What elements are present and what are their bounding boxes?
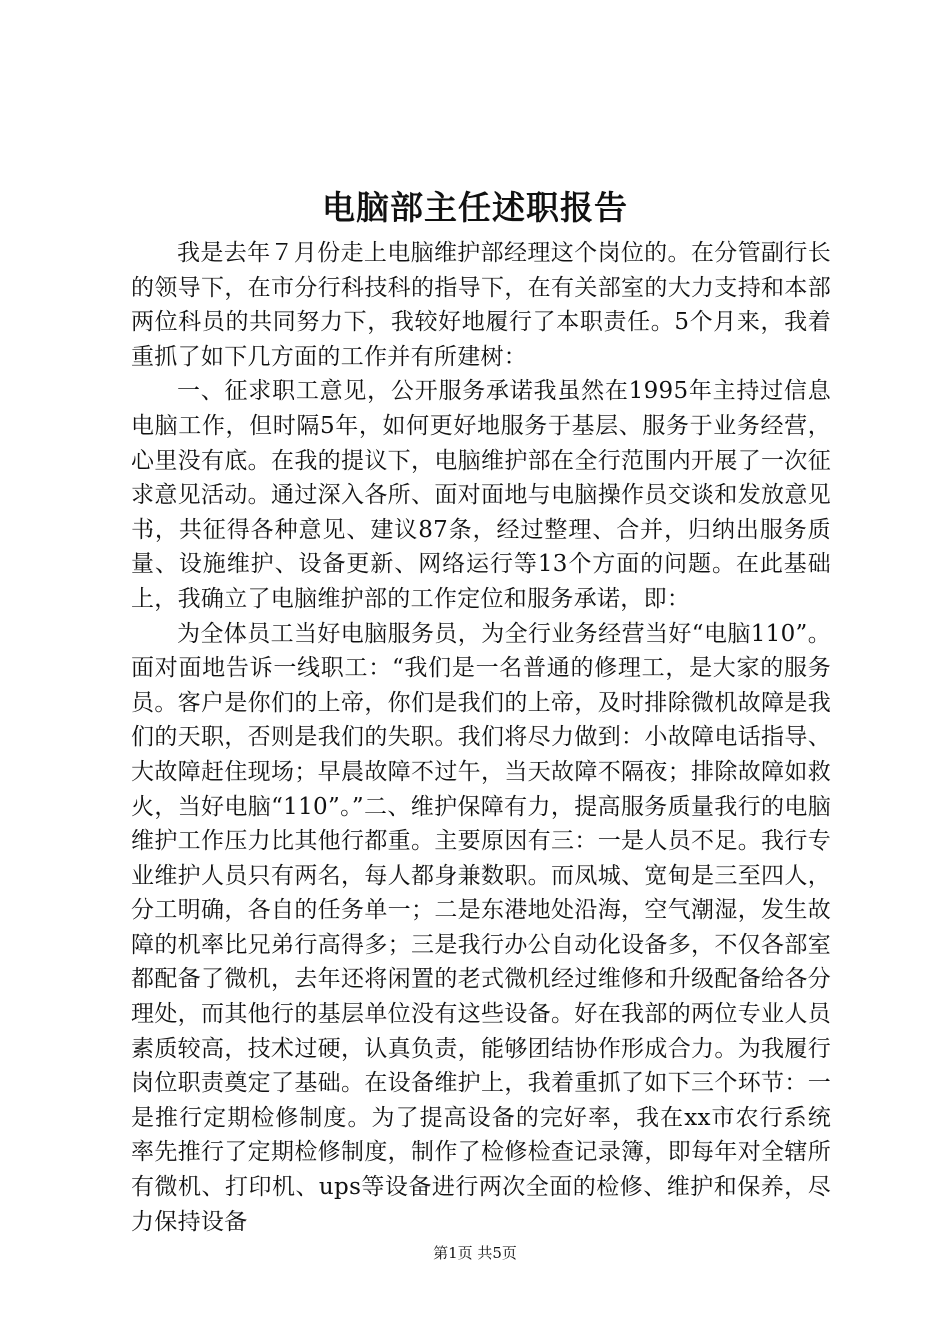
paragraph-intro: 我是去年７月份走上电脑维护部经理这个岗位的。在分管副行长的领导下，在市分行科技科的指导下，在有关部室的大力支持和本部两位科员的共同努力下，我较好地履行了本职责任。5个月来，我着重抓了如下几方面的工作并有所建树： bbox=[131, 240, 831, 370]
document-title: 电脑部主任述职报告 bbox=[322, 188, 628, 227]
paragraph-service-commitment: 为全体员工当好电脑服务员，为全行业务经营当好“电脑110”。面对面地告诉一线职工：“我们是一名普通的修理工，是大家的服务员。客户是你们的上帝，你们是我们的上帝，及时排除微机故障是我们的天职，否则是我们的失职。我们将尽力做到：小故障电话指导、大故障赶住现场；早晨故障不过午，当天故障不隔夜；排除故障如救火，当好电脑“110”。”二、维护保障有力，提高服务质量我行的电脑维护工作压力比其他行都重。主要原因有三：一是人员不足。我行专业维护人员只有两名，每人都身兼数职。而凤城、宽甸是三至四人，分工明确，各自的任务单一；二是东港地处沿海，空气潮湿，发生故障的机率比兄弟行高得多；三是我行办公自动化设备多，不仅各部室都配备了微机，去年还将闲置的老式微机经过维修和升级配备给各分理处，而其他行的基层单位没有这些设备。好在我部的两位专业人员素质较高，技术过硬，认真负责，能够团结协作形成合力。为我履行岗位职责奠定了基础。在设备维护上，我着重抓了如下三个环节：一是推行定期检修制度。为了提高设备的完好率，我在xx市农行系统率先推行了定期检修制度，制作了检修检查记录簿，即每年对全辖所有微机、打印机、ups等设备进行两次全面的检修、维护和保养，尽力保持设备 bbox=[131, 620, 831, 1235]
document-body bbox=[131, 236, 831, 1239]
page-footer: 第1页 共5页 bbox=[433, 1244, 517, 1262]
paragraph-section-one: 一、征求职工意见，公开服务承诺我虽然在1995年主持过信息电脑工作，但时隔5年，如何更好地服务于基层、服务于业务经营，心里没有底。在我的提议下，电脑维护部在全行范围内开展了一次征求意见活动。通过深入各所、面对面地与电脑操作员交谈和发放意见书，共征得各种意见、建议87条，经过整理、合并，归纳出服务质量、设施维护、设备更新、网络运行等13个方面的问题。在此基础上，我确立了电脑维护部的工作定位和服务承诺，即： bbox=[131, 378, 831, 612]
